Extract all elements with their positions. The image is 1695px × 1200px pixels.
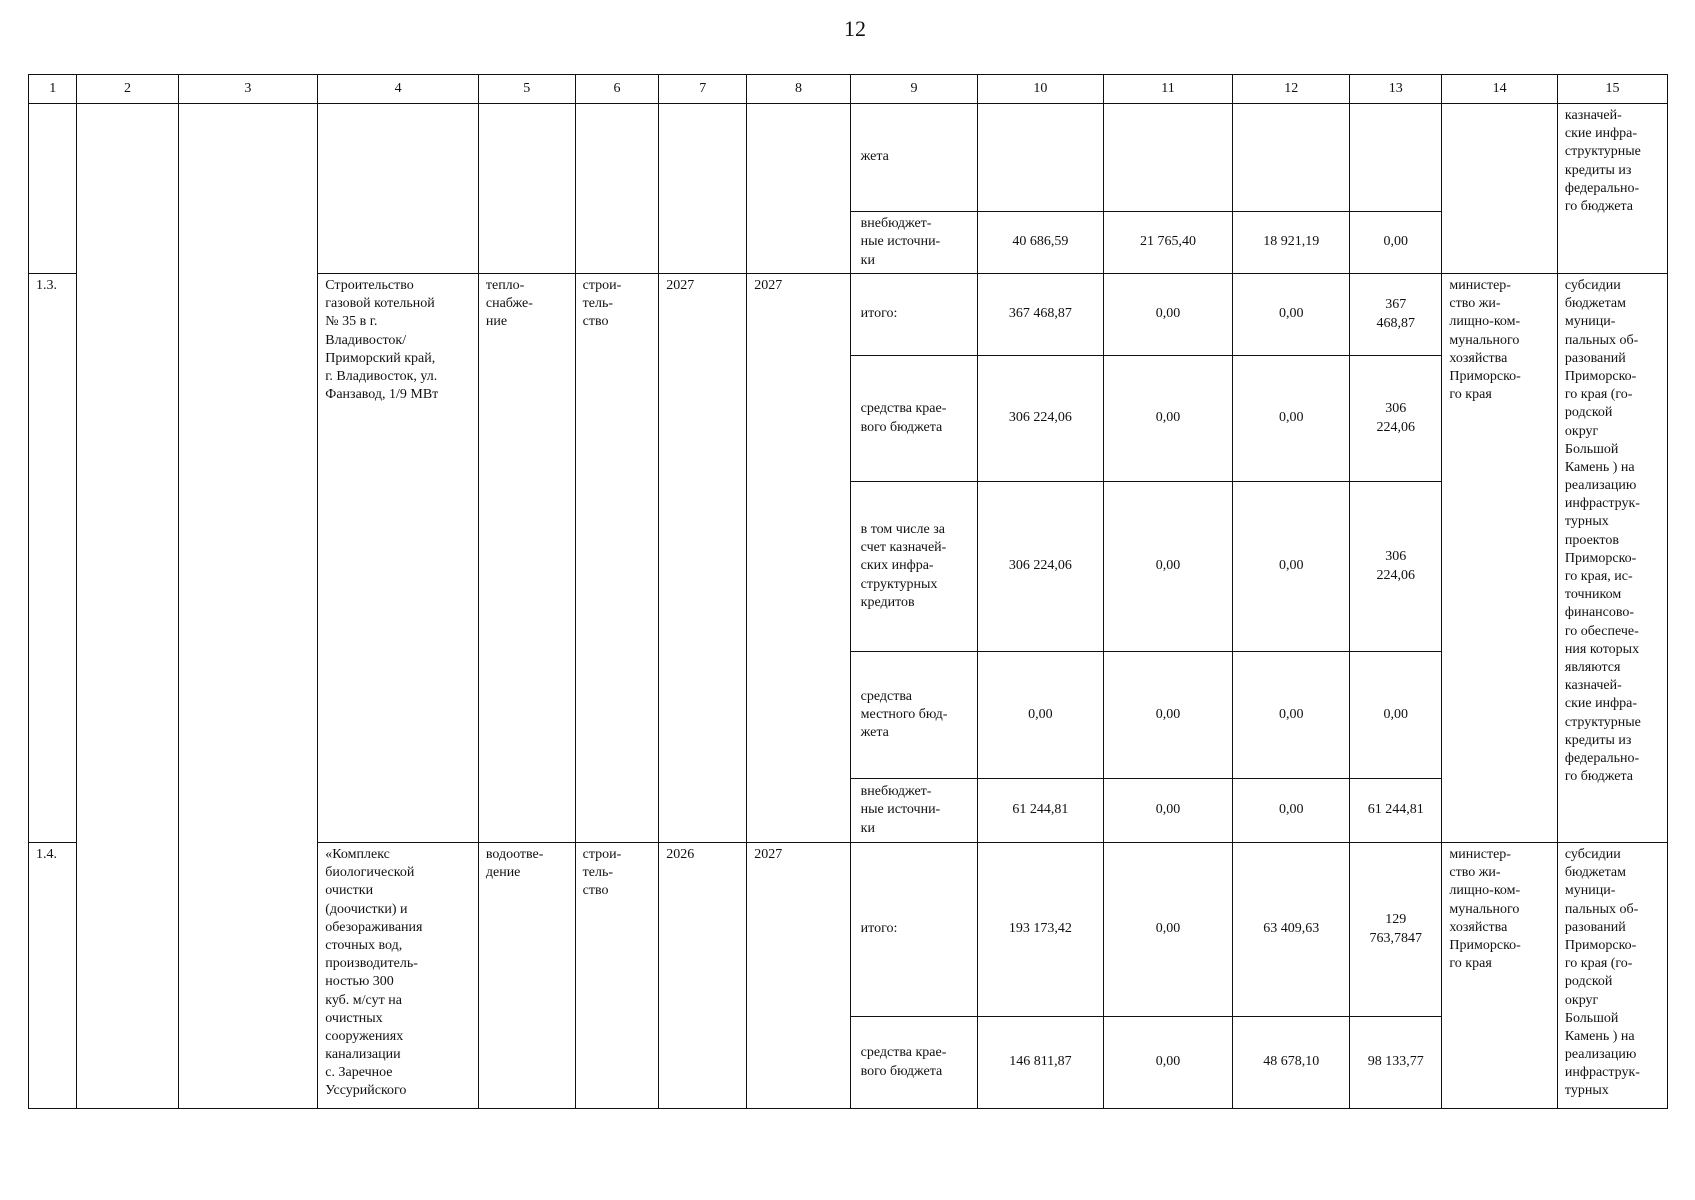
start-year: 2026 xyxy=(659,843,747,1109)
column-header: 2 xyxy=(77,75,178,104)
cell-empty xyxy=(77,104,178,843)
header-row xyxy=(29,75,1668,104)
column-header: 8 xyxy=(747,75,850,104)
value-cell: 146 811,87 xyxy=(978,1017,1103,1109)
value-cell: 0,00 xyxy=(1233,356,1350,482)
funding-source: жета xyxy=(850,104,978,212)
value-cell: 193 173,42 xyxy=(978,843,1103,1017)
value-cell: 21 765,40 xyxy=(1103,212,1233,274)
cell-empty xyxy=(747,104,850,274)
value-cell: 98 133,77 xyxy=(1350,1017,1442,1109)
cell-empty xyxy=(1233,104,1350,212)
end-year: 2027 xyxy=(747,843,850,1109)
funding-source: внебюджет- ные источни- ки xyxy=(850,779,978,843)
object-name: «Комплекс биологической очистки (доочистки) и обезораживания сточных вод, производитель- ностью 300 куб. м/сут на очистных сооружениях канализации с. Заречное Уссурийского xyxy=(318,843,479,1109)
cell-empty xyxy=(178,843,318,1109)
cell-empty xyxy=(659,104,747,274)
column-header: 1 xyxy=(29,75,77,104)
value-cell: 0,00 xyxy=(1103,482,1233,652)
sector: тепло- снабже- ние xyxy=(478,274,575,843)
cell-empty xyxy=(318,104,479,274)
cell-empty xyxy=(1350,104,1442,212)
value-cell: 306 224,06 xyxy=(978,482,1103,652)
funding-source: внебюджет- ные источни- ки xyxy=(850,212,978,274)
value-cell: 18 921,19 xyxy=(1233,212,1350,274)
column-header: 12 xyxy=(1233,75,1350,104)
value-cell: 0,00 xyxy=(1103,356,1233,482)
work-type: строи- тель- ство xyxy=(575,274,659,843)
value-cell: 61 244,81 xyxy=(1350,779,1442,843)
value-cell: 367 468,87 xyxy=(1350,274,1442,356)
value-cell: 61 244,81 xyxy=(978,779,1103,843)
cell-empty xyxy=(478,104,575,274)
sector: водоотве- дение xyxy=(478,843,575,1109)
funding-source: средства местного бюд- жета xyxy=(850,652,978,779)
value-cell: 306 224,06 xyxy=(1350,356,1442,482)
value-cell: 0,00 xyxy=(1233,482,1350,652)
work-type: строи- тель- ство xyxy=(575,843,659,1109)
value-cell: 0,00 xyxy=(1103,652,1233,779)
value-cell: 0,00 xyxy=(978,652,1103,779)
table-row xyxy=(29,104,1668,212)
funding-source: средства крае- вого бюджета xyxy=(850,356,978,482)
value-cell: 0,00 xyxy=(1233,274,1350,356)
funding-source: итого: xyxy=(850,274,978,356)
column-header: 14 xyxy=(1442,75,1558,104)
value-cell: 63 409,63 xyxy=(1233,843,1350,1017)
value-cell: 367 468,87 xyxy=(978,274,1103,356)
column-header: 6 xyxy=(575,75,659,104)
value-cell: 48 678,10 xyxy=(1233,1017,1350,1109)
cell-empty xyxy=(575,104,659,274)
value-cell: 306 224,06 xyxy=(978,356,1103,482)
funding-source: в том числе за счет казначей- ских инфра- структурных кредитов xyxy=(850,482,978,652)
value-cell: 0,00 xyxy=(1350,652,1442,779)
column-header: 9 xyxy=(850,75,978,104)
column-header: 10 xyxy=(978,75,1103,104)
row-number: 1.4. xyxy=(29,843,77,1109)
cell-empty xyxy=(1442,104,1558,274)
column-header: 5 xyxy=(478,75,575,104)
row-number: 1.3. xyxy=(29,274,77,843)
start-year: 2027 xyxy=(659,274,747,843)
funding-source: средства крае- вого бюджета xyxy=(850,1017,978,1109)
value-cell: 0,00 xyxy=(1103,779,1233,843)
cell-empty xyxy=(978,104,1103,212)
column-header: 4 xyxy=(318,75,479,104)
column-header: 11 xyxy=(1103,75,1233,104)
funding-mechanism: казначей- ские инфра- структурные кредиты из федерально- го бюджета xyxy=(1557,104,1667,274)
column-header: 7 xyxy=(659,75,747,104)
investment-table xyxy=(28,74,1668,1109)
funding-source: итого: xyxy=(850,843,978,1017)
value-cell: 0,00 xyxy=(1233,779,1350,843)
cell-empty xyxy=(29,104,77,274)
responsible-body: министер- ство жи- лищно-ком- мунального хозяйства Приморско- го края xyxy=(1442,843,1558,1109)
cell-empty xyxy=(77,843,178,1109)
column-header: 15 xyxy=(1557,75,1667,104)
value-cell: 0,00 xyxy=(1350,212,1442,274)
end-year: 2027 xyxy=(747,274,850,843)
value-cell: 0,00 xyxy=(1103,1017,1233,1109)
funding-mechanism: субсидии бюджетам муници- пальных об- разований Приморско- го края (го- родской округ Большой Камень ) на реализацию инфраструк- турных проектов Приморско- го края, ис- точником финансово- го обеспече- ния которых являются казначей- ские инфра- структурные кредиты из федерально- го бюджета xyxy=(1557,274,1667,843)
funding-mechanism: субсидии бюджетам муници- пальных об- разований Приморско- го края (го- родской округ Большой Камень ) на реализацию инфраструк- турных xyxy=(1557,843,1667,1109)
object-name: Строительство газовой котельной № 35 в г. Владивосток/ Приморский край, г. Владивосток, ул. Фанзавод, 1/9 МВт xyxy=(318,274,479,843)
value-cell: 0,00 xyxy=(1103,843,1233,1017)
column-header: 13 xyxy=(1350,75,1442,104)
responsible-body: министер- ство жи- лищно-ком- мунального хозяйства Приморско- го края xyxy=(1442,274,1558,843)
column-header: 3 xyxy=(178,75,318,104)
page-number: 12 xyxy=(844,16,866,41)
cell-empty xyxy=(178,104,318,843)
value-cell: 306 224,06 xyxy=(1350,482,1442,652)
value-cell: 40 686,59 xyxy=(978,212,1103,274)
value-cell: 0,00 xyxy=(1103,274,1233,356)
cell-empty xyxy=(1103,104,1233,212)
table-row xyxy=(29,843,1668,1017)
value-cell: 129 763,7847 xyxy=(1350,843,1442,1017)
value-cell: 0,00 xyxy=(1233,652,1350,779)
